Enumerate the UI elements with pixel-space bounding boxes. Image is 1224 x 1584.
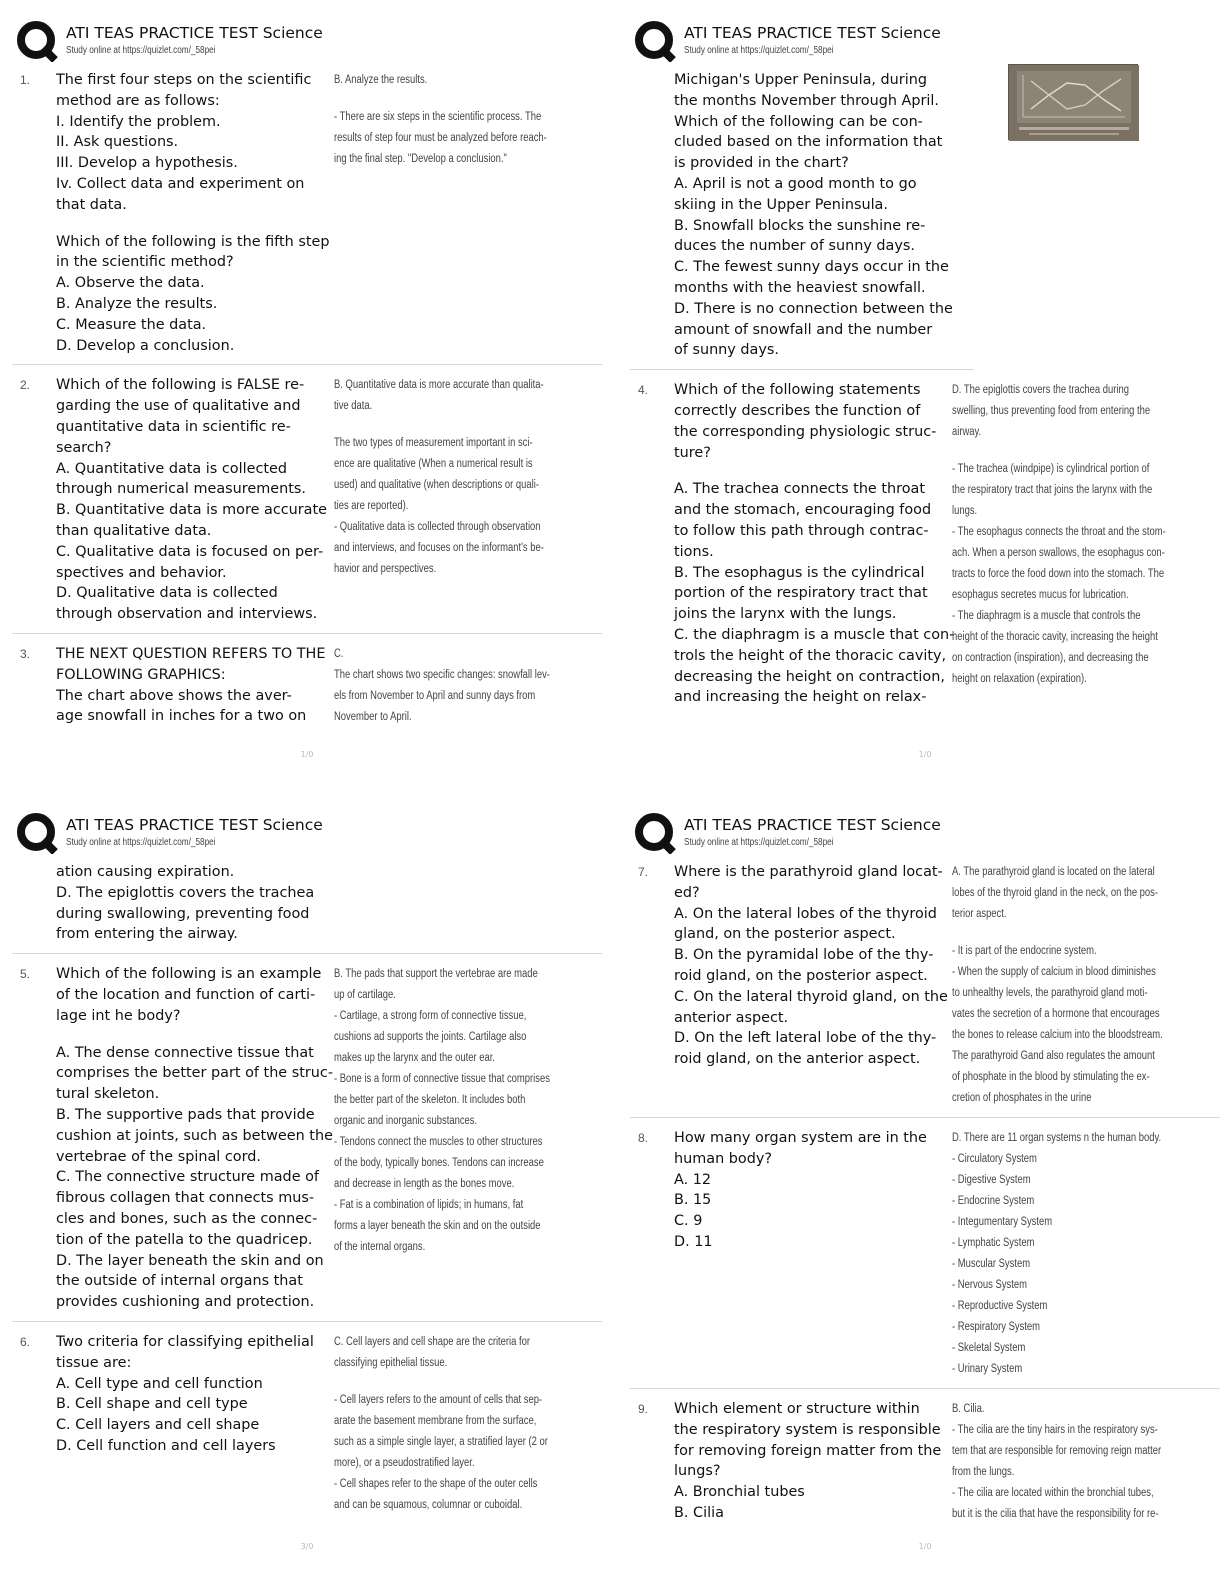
answer-line: D. The epiglottis covers the trachea during	[952, 384, 1130, 397]
answer-line	[334, 1374, 584, 1390]
question-line: and the stomach, encouraging food	[674, 502, 932, 519]
page-body	[12, 70, 602, 746]
question-line: through numerical measurements.	[56, 481, 306, 498]
answer-line	[952, 443, 1202, 459]
question-text	[674, 1399, 946, 1525]
question-line: D. The layer beneath the skin and on	[56, 1252, 324, 1269]
quizlet-logo-icon	[634, 812, 676, 854]
question-line: The first four steps on the scientific	[56, 72, 312, 88]
question-line: human body?	[674, 1150, 773, 1167]
header-title: ATI TEAS PRACTICE TEST Science	[684, 816, 941, 834]
answer-explanation	[334, 964, 584, 1313]
answer-line: up of cartilage.	[334, 989, 396, 1002]
continuation-line: is provided in the chart?	[674, 155, 849, 172]
question-line: C. Cell layers and cell shape	[56, 1417, 260, 1434]
answer-line: such as a simple single layer, a stratified layer (2 or	[334, 1435, 548, 1448]
answer-line: and can be squamous, columnar or cuboidal.	[334, 1498, 523, 1511]
question-text	[56, 1332, 328, 1516]
question-line: B. Cell shape and cell type	[56, 1396, 248, 1413]
answer-line: - There are six steps in the scientific process. The	[334, 111, 542, 123]
question-text	[674, 1128, 946, 1380]
question-line: that data.	[56, 196, 127, 213]
question-line: than qualitative data.	[56, 522, 212, 539]
page-number: 1/0	[918, 1542, 932, 1551]
question-line: D. 11	[674, 1233, 713, 1250]
question-text	[674, 862, 946, 1109]
answer-explanation	[334, 70, 584, 356]
question-line	[674, 463, 946, 479]
answer-line: - Urinary System	[952, 1363, 1023, 1375]
answer-line: and decrease in length as the bones move.	[334, 1178, 515, 1191]
document-page-1	[12, 12, 602, 782]
answer-line: - It is part of the endocrine system.	[952, 945, 1097, 957]
answer-line: used) and qualitative (when descriptions or quali-	[334, 479, 539, 492]
continuation-line: Which of the following can be con-	[674, 113, 923, 130]
question-line: method are as follows:	[56, 92, 220, 109]
continuation-line: D. There is no connection between the	[674, 300, 953, 317]
answer-line: organic and inorganic substances.	[334, 1115, 478, 1128]
continuation-line: amount of snowfall and the number	[674, 321, 933, 338]
question-card	[630, 380, 1220, 716]
question-line: portion of the respiratory tract that	[674, 585, 928, 602]
answer-line: ties are reported).	[334, 500, 409, 513]
answer-line: ach. When a person swallows, the esophagus con-	[952, 547, 1165, 560]
answer-line: - Cell layers refers to the amount of cells that sep-	[334, 1393, 543, 1406]
question-line: comprises the better part of the struc-	[56, 1065, 334, 1082]
question-text	[56, 70, 328, 356]
answer-line: C. Cell layers and cell shape are the criteria for	[334, 1335, 531, 1348]
page-body	[630, 70, 1220, 726]
question-line: FOLLOWING GRAPHICS:	[56, 666, 226, 683]
answer-line: - Bone is a form of connective tissue that comprises	[334, 1073, 550, 1086]
question-line: lungs?	[674, 1463, 721, 1480]
answer-explanation	[334, 1332, 584, 1516]
question-line: A. Quantitative data is collected	[56, 460, 287, 477]
answer-line: esophagus secretes mucus for lubrication.	[952, 589, 1129, 602]
question-line: cles and bones, such as the connec-	[56, 1210, 318, 1227]
answer-line: - Endocrine System	[952, 1195, 1035, 1207]
question-number: 5.	[20, 967, 31, 982]
answer-line	[334, 91, 584, 107]
continuation-line: C. The fewest sunny days occur in the	[674, 259, 949, 276]
question-card	[12, 1332, 602, 1524]
question-line: Two criteria for classifying epithelial	[56, 1333, 314, 1350]
answer-line: lungs.	[952, 505, 978, 518]
answer-line: - The esophagus connects the throat and the stom-	[952, 526, 1166, 539]
question-text	[56, 644, 328, 728]
page-header	[12, 810, 602, 858]
answer-line: - Integumentary System	[952, 1216, 1053, 1228]
question-line: search?	[56, 439, 112, 456]
question-number: 8.	[638, 1131, 649, 1145]
question-line: I. Identify the problem.	[56, 113, 221, 130]
question-line: tural skeleton.	[56, 1086, 160, 1103]
answer-line: makes up the larynx and the outer ear.	[334, 1052, 495, 1065]
question-line: B. Quantitative data is more accurate	[56, 502, 327, 519]
question-text	[674, 380, 955, 708]
answer-line: tive data.	[334, 400, 373, 413]
question-number: 9.	[638, 1402, 649, 1416]
question-line: B. On the pyramidal lobe of the thy-	[674, 947, 934, 964]
question-text	[56, 964, 334, 1313]
quizlet-logo-icon	[16, 812, 58, 854]
answer-line: tracts to force the food down into the stomach. The	[952, 568, 1165, 581]
answer-line: of the body, typically bones. Tendons can increase	[334, 1157, 544, 1170]
answer-line: - The diaphragm is a muscle that controls the	[952, 610, 1141, 623]
page-body	[12, 862, 602, 1534]
question-line: tissue are:	[56, 1354, 132, 1371]
question-line: of the location and function of carti-	[56, 986, 316, 1003]
question-line: Iv. Collect data and experiment on	[56, 175, 305, 192]
question-line: tions.	[674, 543, 714, 560]
header-title: ATI TEAS PRACTICE TEST Science	[66, 816, 323, 834]
question-line: The chart above shows the aver-	[56, 687, 292, 704]
answer-line: - Cartilage, a strong form of connective tissue,	[334, 1010, 527, 1023]
question-line: How many organ system are in the	[674, 1130, 927, 1146]
continuation-line: months with the heaviest snowfall.	[674, 279, 926, 296]
question-number: 6.	[20, 1334, 31, 1349]
question-line: B. Cilia	[674, 1504, 724, 1521]
page-number: 1/0	[300, 750, 314, 759]
document-page-3	[12, 804, 602, 1574]
answer-line: swelling, thus preventing food from entering the	[952, 405, 1151, 418]
answer-line: - Fat is a combination of lipids; in humans, fat	[334, 1199, 524, 1212]
question-number: 1.	[20, 73, 31, 87]
answer-line: B. The pads that support the vertebrae are made	[334, 968, 538, 981]
question-line: II. Ask questions.	[56, 134, 179, 151]
question-line: for removing foreign matter from the	[674, 1442, 942, 1459]
question-line: the outside of internal organs that	[56, 1273, 303, 1290]
question-line: gland, on the posterior aspect.	[674, 926, 896, 943]
answer-line: - Qualitative data is collected through observation	[334, 521, 541, 534]
question-line: B. 15	[674, 1192, 712, 1209]
answer-line: cushions ad supports the joints. Cartilage also	[334, 1031, 527, 1044]
question-line: quantitative data in scientific re-	[56, 418, 291, 435]
question-line: THE NEXT QUESTION REFERS TO THE	[56, 645, 326, 662]
question-line: C. 9	[674, 1213, 703, 1230]
answer-line: tem that are responsible for removing reign matter	[952, 1445, 1162, 1457]
question-line: B. The esophagus is the cylindrical	[674, 564, 925, 581]
page-number: 1/0	[918, 750, 932, 759]
question-number: 7.	[638, 865, 649, 879]
answer-line: height on relaxation (expiration).	[952, 673, 1087, 686]
question-line: and increasing the height on relax-	[674, 689, 927, 706]
question-line: Which of the following is an example	[56, 966, 322, 983]
question-line: through observation and interviews.	[56, 606, 318, 623]
header-title: ATI TEAS PRACTICE TEST Science	[684, 24, 941, 42]
quizlet-logo-icon	[16, 20, 58, 62]
page-header	[630, 810, 1220, 858]
question-line: fibrous collagen that connects mus-	[56, 1190, 315, 1207]
question-line: cushion at joints, such as between the	[56, 1127, 333, 1144]
continuation-line: from entering the airway.	[56, 926, 238, 943]
question-card	[630, 1399, 1220, 1533]
answer-line: - Lymphatic System	[952, 1237, 1035, 1249]
answer-line: to unhealthy levels, the parathyroid gland moti-	[952, 987, 1148, 999]
question-line: D. On the left lateral lobe of the thy-	[674, 1030, 937, 1047]
answer-line: lobes of the thyroid gland in the neck, on the pos-	[952, 887, 1159, 899]
continuation-line: B. Snowfall blocks the sunshine re-	[674, 217, 926, 234]
question-line: roid gland, on the posterior aspect.	[674, 967, 928, 984]
header-study-link[interactable]: Study online at https://quizlet.com/_58pei	[684, 45, 834, 56]
question-line: A. The dense connective tissue that	[56, 1044, 314, 1061]
question-line: D. Cell function and cell layers	[56, 1437, 276, 1454]
answer-line: and interviews, and focuses on the informant's be-	[334, 542, 544, 555]
continuation-line: Michigan's Upper Peninsula, during	[674, 72, 927, 88]
question-line: Where is the parathyroid gland locat-	[674, 864, 943, 880]
question-line: C. Measure the data.	[56, 316, 207, 333]
question-line: A. The trachea connects the throat	[674, 481, 925, 498]
question-line: trols the height of the thoracic cavity,	[674, 647, 947, 664]
continuation-line: skiing in the Upper Peninsula.	[674, 196, 888, 213]
answer-line: - Tendons connect the muscles to other structures	[334, 1136, 543, 1149]
answer-line: D. There are 11 organ systems n the human body.	[952, 1132, 1162, 1144]
question-line: III. Develop a hypothesis.	[56, 155, 238, 172]
question-line: B. The supportive pads that provide	[56, 1106, 315, 1123]
answer-line: terior aspect.	[952, 908, 1007, 920]
document-page-2	[630, 12, 1220, 782]
question-line: spectives and behavior.	[56, 564, 227, 581]
answer-line: - Digestive System	[952, 1174, 1031, 1186]
question-line: C. The connective structure made of	[56, 1169, 319, 1186]
question-line: D. Develop a conclusion.	[56, 337, 235, 354]
question-line: vertebrae of the spinal cord.	[56, 1148, 261, 1165]
question-line: Which of the following statements	[674, 382, 921, 399]
answer-line: The chart shows two specific changes: snowfall lev-	[334, 668, 550, 681]
answer-line: - Respiratory System	[952, 1321, 1041, 1333]
answer-line: cretion of phosphates in the urine	[952, 1092, 1092, 1104]
question-line	[56, 1027, 328, 1043]
answer-explanation	[952, 1399, 1202, 1525]
continuation-line: ation causing expiration.	[56, 864, 235, 880]
continuation-line: cluded based on the information that	[674, 134, 943, 151]
answer-explanation	[952, 380, 1202, 708]
answer-line: - When the supply of calcium in blood diminishes	[952, 966, 1156, 978]
question-line: garding the use of qualitative and	[56, 398, 301, 415]
question-line: C. On the lateral thyroid gland, on the	[674, 988, 948, 1005]
answer-line: B. Analyze the results.	[334, 74, 428, 86]
header-study-link[interactable]: Study online at https://quizlet.com/_58pei	[66, 45, 216, 56]
question-line: the respiratory system is responsible	[674, 1421, 941, 1438]
answer-line: - Nervous System	[952, 1279, 1027, 1291]
question-line: Which of the following is the fifth step	[56, 233, 330, 250]
answer-line: - The cilia are located within the bronchial tubes,	[952, 1487, 1154, 1499]
question-number: 4.	[638, 383, 649, 398]
answer-explanation	[334, 375, 584, 625]
answer-line: height of the thoracic cavity, increasing the height	[952, 631, 1158, 644]
question-line: A. 12	[674, 1171, 712, 1188]
question-line: Which of the following is FALSE re-	[56, 377, 305, 394]
question-line: age snowfall in inches for a two on	[56, 708, 307, 725]
answer-explanation	[334, 644, 584, 728]
answer-line: from the lungs.	[952, 1466, 1015, 1478]
answer-line: arate the basement membrane from the surface,	[334, 1414, 537, 1427]
header-study-link[interactable]: Study online at https://quizlet.com/_58pei	[684, 837, 834, 848]
question-card	[630, 1128, 1220, 1389]
answer-line: - Muscular System	[952, 1258, 1031, 1270]
question-line: tion of the patella to the quadricep.	[56, 1231, 313, 1248]
quizlet-logo-icon	[634, 20, 676, 62]
continuation-line: duces the number of sunny days.	[674, 238, 915, 255]
continuation-line: A. April is not a good month to go	[674, 175, 917, 192]
answer-line: B. Cilia.	[952, 1403, 985, 1415]
question-line: the corresponding physiologic struc-	[674, 423, 937, 440]
question-line: D. Qualitative data is collected	[56, 585, 278, 602]
question-line: in the scientific method?	[56, 254, 234, 271]
answer-line	[334, 417, 584, 433]
answer-line: C.	[334, 647, 344, 660]
question-line: decreasing the height on contraction,	[674, 668, 945, 685]
question-card	[12, 644, 602, 736]
answer-line: the better part of the skeleton. It includes both	[334, 1094, 526, 1107]
page-header	[630, 18, 1220, 66]
question-card	[12, 964, 602, 1322]
question-line: correctly describes the function of	[674, 402, 921, 419]
answer-line: ing the final step. "Develop a conclusion."	[334, 153, 507, 165]
answer-line: forms a layer beneath the skin and on the outside	[334, 1220, 541, 1233]
answer-line: more), or a pseudostratified layer.	[334, 1456, 475, 1469]
question-line: B. Analyze the results.	[56, 295, 218, 312]
header-study-link[interactable]: Study online at https://quizlet.com/_58pei	[66, 837, 216, 848]
answer-line: on contraction (inspiration), and decreasing the	[952, 652, 1149, 665]
question-line: joins the larynx with the lungs.	[674, 606, 897, 623]
answer-line: - The cilia are the tiny hairs in the respiratory sys-	[952, 1424, 1158, 1436]
question-continuation	[12, 862, 602, 954]
question-continuation	[630, 70, 974, 370]
question-line: A. Bronchial tubes	[674, 1484, 805, 1501]
page-number: 3/0	[300, 1542, 314, 1551]
question-line: ed?	[674, 884, 700, 901]
answer-line: - Circulatory System	[952, 1153, 1037, 1165]
answer-line: The two types of measurement important in sci-	[334, 437, 533, 450]
question-card	[630, 862, 1220, 1118]
answer-line: of the internal organs.	[334, 1241, 426, 1254]
answer-line: - Skeletal System	[952, 1342, 1026, 1354]
question-line: A. Cell type and cell function	[56, 1375, 263, 1392]
answer-line: airway.	[952, 426, 982, 439]
question-line: provides cushioning and protection.	[56, 1294, 315, 1311]
question-line: C. Qualitative data is focused on per-	[56, 543, 324, 560]
document-page-4	[630, 804, 1220, 1574]
question-text	[56, 375, 328, 625]
question-card	[12, 70, 602, 365]
question-number: 2.	[20, 378, 31, 393]
answer-line: havior and perspectives.	[334, 563, 437, 576]
question-line: A. Observe the data.	[56, 275, 205, 292]
answer-line: els from November to April and sunny days from	[334, 689, 536, 702]
continuation-line: of sunny days.	[674, 342, 779, 359]
answer-line: - The trachea (windpipe) is cylindrical portion of	[952, 463, 1150, 476]
question-number: 3.	[20, 646, 31, 661]
question-line: A. On the lateral lobes of the thyroid	[674, 905, 937, 922]
answer-line: results of step four must be analyzed before reach-	[334, 132, 547, 144]
page-body	[630, 862, 1220, 1543]
answer-line: November to April.	[334, 710, 412, 723]
continuation-line: the months November through April.	[674, 92, 939, 109]
answer-line: The parathyroid Gand also regulates the amount	[952, 1050, 1155, 1062]
question-card	[12, 375, 602, 634]
question-line: anterior aspect.	[674, 1009, 789, 1026]
answer-line: classifying epithelial tissue.	[334, 1356, 448, 1369]
answer-line: the respiratory tract that joins the larynx with the	[952, 484, 1153, 497]
question-line: ture?	[674, 444, 711, 461]
question-line: Which element or structure within	[674, 1401, 920, 1417]
answer-line: - Cell shapes refer to the shape of the outer cells	[334, 1477, 538, 1490]
answer-line: vates the secretion of a hormone that encourages	[952, 1008, 1160, 1020]
continuation-line: during swallowing, preventing food	[56, 905, 310, 922]
answer-line: ence are qualitative (When a numerical result is	[334, 458, 533, 471]
answer-explanation	[952, 862, 1202, 1109]
answer-line: B. Quantitative data is more accurate than qualita-	[334, 379, 544, 392]
answer-line: the bones to release calcium into the bloodstream.	[952, 1029, 1163, 1041]
continuation-line: D. The epiglottis covers the trachea	[56, 884, 315, 901]
page-header	[12, 18, 602, 66]
answer-line: but it is the cilia that have the responsibility for re-	[952, 1508, 1159, 1520]
question-line: lage int he body?	[56, 1007, 181, 1024]
answer-line: of phosphate in the blood by stimulating the ex-	[952, 1071, 1150, 1083]
question-line: to follow this path through contrac-	[674, 522, 929, 539]
answer-explanation	[952, 1128, 1202, 1380]
answer-line: - Reproductive System	[952, 1300, 1048, 1312]
question-line: C. the diaphragm is a muscle that con-	[674, 626, 955, 643]
answer-line: A. The parathyroid gland is located on the lateral	[952, 866, 1155, 878]
question-line: roid gland, on the anterior aspect.	[674, 1051, 921, 1068]
question-line	[56, 216, 328, 232]
header-title: ATI TEAS PRACTICE TEST Science	[66, 24, 323, 42]
answer-line	[952, 925, 1202, 941]
